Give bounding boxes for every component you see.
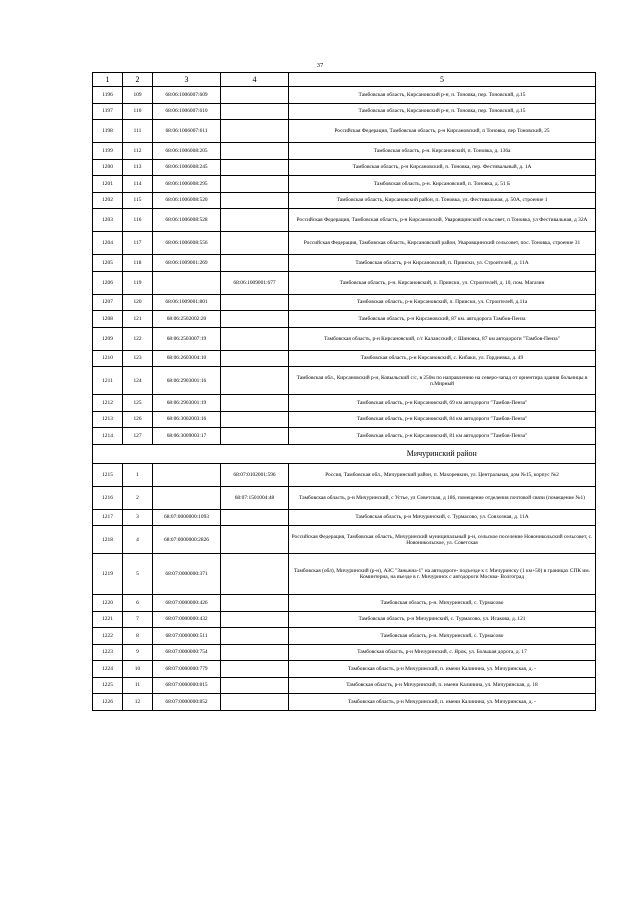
address-cell: Тамбовская область, р-н Мичуринский, п. имени Калинина, ул. Мичуринская, д. - [289, 694, 596, 711]
address-cell: Российская Федерация, Тамбовская область, Мичуринский муниципальный р-н, сельское поселение Новоникольский сельсовет, с. Новоникольское, ул. Советская [289, 526, 596, 554]
column-header: 1 [93, 73, 123, 87]
section-spacer [93, 444, 289, 463]
row-number-cell: 1223 [93, 644, 123, 661]
table-row [93, 595, 596, 612]
premises-number-cell [221, 327, 289, 350]
premises-number-cell: 68:07:1501004:48 [221, 486, 289, 509]
table-row [93, 350, 596, 367]
address-cell: Тамбовская область, р-н Мичуринский, п. имени Калинина, ул. Мичуринская, д. 18 [289, 677, 596, 694]
premises-number-cell [221, 103, 289, 120]
row-index-cell: 4 [123, 526, 153, 554]
premises-number-cell [221, 411, 289, 428]
row-number-cell: 1208 [93, 311, 123, 328]
row-index-cell: 12 [123, 694, 153, 711]
row-index-cell: 123 [123, 350, 153, 367]
register-table [92, 72, 596, 711]
address-cell: Тамбовская обл., Кирсановский р-н, Ковыльский с/с, в 250м по направлению на северо-запад от ориентира здания больницы в п.Мирный [289, 367, 596, 395]
cadastral-number-cell: 68:06:1006007:610 [153, 103, 221, 120]
cadastral-number-cell: 68:07:0000000:426 [153, 595, 221, 612]
row-index-cell: 7 [123, 611, 153, 628]
address-cell: Тамбовская область, р-н. Кирсановский, п. Прииски, ул. Строителей, д. 10, пом. Магазин [289, 271, 596, 294]
cadastral-number-cell: 68:06:1006007:611 [153, 120, 221, 143]
section-title: Мичуринский район [289, 444, 596, 463]
premises-number-cell [221, 232, 289, 255]
cadastral-number-cell: 68:06:1006007:609 [153, 87, 221, 104]
table-row [93, 486, 596, 509]
premises-number-cell [221, 255, 289, 272]
premises-number-cell [221, 611, 289, 628]
row-index-cell: 126 [123, 411, 153, 428]
row-index-cell: 122 [123, 327, 153, 350]
table-row [93, 271, 596, 294]
cadastral-number-cell: 68:06:2603004:10 [153, 350, 221, 367]
row-number-cell: 1207 [93, 294, 123, 311]
address-cell: Тамбовская область, р-н Мичуринский, п. имени Калинина, ул. Мичуринская, д. - [289, 661, 596, 678]
cadastral-number-cell: 68:06:1006008:528 [153, 209, 221, 232]
address-cell: Российская Федерация, Тамбовская область, р-н Кирсановский, Уваровщинский сельсовет, п Тоновка, ул Фестивальная, д 32А [289, 209, 596, 232]
premises-number-cell [221, 87, 289, 104]
row-number-cell: 1199 [93, 143, 123, 160]
address-cell: Российская Федерация, Тамбовская область, р-н Кирсановский, п Тоновка, пер Тоновский, 25 [289, 120, 596, 143]
premises-number-cell [221, 628, 289, 645]
row-number-cell: 1222 [93, 628, 123, 645]
table-row [93, 192, 596, 209]
cadastral-number-cell [153, 463, 221, 486]
address-cell: Тамбовская область, р-н Мичуринский, с. Турмасово, ул. Совхозная, д. 11А [289, 509, 596, 526]
address-cell: Тамбовская область, р-н. Мичуринский, с. Турмасово [289, 595, 596, 612]
premises-number-cell [221, 311, 289, 328]
address-cell: Тамбовская область, р-н Кирсановский, с/с Калаисский, с Шиновка, 87 км автодороги "Тамбов-Пенза" [289, 327, 596, 350]
row-index-cell: 113 [123, 159, 153, 176]
row-number-cell: 1221 [93, 611, 123, 628]
row-index-cell: 3 [123, 509, 153, 526]
row-number-cell: 1196 [93, 87, 123, 104]
table-row [93, 327, 596, 350]
cadastral-number-cell: 68:06:1009001:801 [153, 294, 221, 311]
premises-number-cell: 68:07:0102001:596 [221, 463, 289, 486]
row-number-cell: 1202 [93, 192, 123, 209]
premises-number-cell [221, 192, 289, 209]
cadastral-number-cell: 68:07:0000000:779 [153, 661, 221, 678]
row-index-cell: 5 [123, 554, 153, 595]
cadastral-number-cell: 68:06:1006008:245 [153, 159, 221, 176]
cadastral-number-cell: 68:06:1009001:269 [153, 255, 221, 272]
row-number-cell: 1204 [93, 232, 123, 255]
address-cell: Тамбовская область, р-н Мичуринский, с. Ярок, ул. Большая дорога, д. 17 [289, 644, 596, 661]
row-number-cell: 1219 [93, 554, 123, 595]
row-number-cell: 1214 [93, 428, 123, 445]
cadastral-number-cell: 68:07:0000000:511 [153, 628, 221, 645]
row-number-cell: 1217 [93, 509, 123, 526]
table-row [93, 694, 596, 711]
address-cell: Тамбовская область, р-н Кирсановский, с. Кибаки, ул. Гордиевка, д. 49 [289, 350, 596, 367]
address-cell: Тамбовская область, р-н Кирсановский, 84 км автодороги "Тамбов-Пенза" [289, 411, 596, 428]
row-index-cell: 118 [123, 255, 153, 272]
column-header: 3 [153, 73, 221, 87]
premises-number-cell [221, 554, 289, 595]
address-cell: Тамбовская область, р-н Кирсановский, п. Тоновка, пер. Фестивальный, д. 1А [289, 159, 596, 176]
address-cell: Тамбовская область, р-н Кирсановский, п. Прииски, ул. Строителей, д. 11А [289, 255, 596, 272]
table-row [93, 661, 596, 678]
table-row [93, 463, 596, 486]
address-cell: Тамбовская область, р-н. Кирсановский, п. Тоновка, д. 51 Б [289, 176, 596, 193]
table-row [93, 628, 596, 645]
table-row [93, 411, 596, 428]
row-number-cell: 1212 [93, 395, 123, 412]
address-cell: Тамбовская область, Кирсановский район, п. Тоновка, ул. Фестивальная, д. 50А, строение 1 [289, 192, 596, 209]
row-index-cell: 120 [123, 294, 153, 311]
premises-number-cell [221, 694, 289, 711]
table-row [93, 232, 596, 255]
row-number-cell: 1210 [93, 350, 123, 367]
table-row [93, 428, 596, 445]
table-row [93, 103, 596, 120]
row-number-cell: 1209 [93, 327, 123, 350]
address-cell: Тамбовская область, Кирсановский р-н, п. Тоновка, пер. Тоновский, д.15 [289, 87, 596, 104]
cadastral-number-cell: 68:07:0000000:371 [153, 554, 221, 595]
row-number-cell: 1201 [93, 176, 123, 193]
address-cell: Тамбовская область, Кирсановский р-н, п. Тоновка, пер. Тоновский, д.15 [289, 103, 596, 120]
column-header: 4 [221, 73, 289, 87]
cadastral-number-cell: 68:06:3002003:16 [153, 411, 221, 428]
row-index-cell: 124 [123, 367, 153, 395]
address-cell: Тамбовская область, р-н Кирсановский, п. Прииски, ул. Строителей, д.11а [289, 294, 596, 311]
address-cell: Россия, Тамбовская обл., Мичуринский район, п. Махоревкин, ул. Центральная, дом №15, корпус №2 [289, 463, 596, 486]
table-row [93, 209, 596, 232]
cadastral-number-cell: 68:06:1006008:556 [153, 232, 221, 255]
address-cell: Тамбовская (обл), Мичуринский (р-н), АЗС "Заньжна-1" на автодороге- подъезде к г. Мичуринску (1 км+50) в границах СПК им. Коминтерна, на въезде в г. Мичуринск с автодороги Москва- Волгоград [289, 554, 596, 595]
premises-number-cell [221, 159, 289, 176]
address-cell: Тамбовская область, р-н Мичуринский, с. Турмасово, ул. Исакова, д. 121 [289, 611, 596, 628]
table-row [93, 311, 596, 328]
table-row [93, 367, 596, 395]
cadastral-number-cell: 68:07:0000000:754 [153, 644, 221, 661]
cadastral-number-cell: 68:06:2502002:20 [153, 311, 221, 328]
row-number-cell: 1206 [93, 271, 123, 294]
premises-number-cell [221, 294, 289, 311]
premises-number-cell [221, 143, 289, 160]
cadastral-number-cell: 68:06:1006008:295 [153, 176, 221, 193]
row-index-cell: 119 [123, 271, 153, 294]
row-index-cell: 11 [123, 677, 153, 694]
table-row [93, 255, 596, 272]
page-number: 37 [316, 62, 324, 69]
row-number-cell: 1225 [93, 677, 123, 694]
premises-number-cell [221, 428, 289, 445]
premises-number-cell [221, 509, 289, 526]
column-header: 5 [289, 73, 596, 87]
header-row [93, 73, 596, 87]
table-row [93, 120, 596, 143]
cadastral-number-cell: 68:06:1006008:520 [153, 192, 221, 209]
row-number-cell: 1205 [93, 255, 123, 272]
premises-number-cell [221, 644, 289, 661]
row-index-cell: 127 [123, 428, 153, 445]
section-row [93, 444, 596, 463]
table-row [93, 611, 596, 628]
premises-number-cell [221, 526, 289, 554]
row-index-cell: 9 [123, 644, 153, 661]
table-row [93, 159, 596, 176]
cadastral-number-cell: 68:07:0000000:815 [153, 677, 221, 694]
table-row [93, 87, 596, 104]
row-number-cell: 1200 [93, 159, 123, 176]
table-row [93, 554, 596, 595]
table-row [93, 395, 596, 412]
cadastral-number-cell: 68:07:0000000:1093 [153, 509, 221, 526]
address-cell: Тамбовская область, р-н Кирсановский, 81 км автодороги "Тамбов-Пенза" [289, 428, 596, 445]
premises-number-cell [221, 176, 289, 193]
cadastral-number-cell: 68:06:2503007:19 [153, 327, 221, 350]
row-index-cell: 6 [123, 595, 153, 612]
row-number-cell: 1198 [93, 120, 123, 143]
address-cell: Российская Федерация, Тамбовская область, Кирсановский район, Уваровщинский сельсовет, пос. Тоновка, строение 31 [289, 232, 596, 255]
row-number-cell: 1211 [93, 367, 123, 395]
cadastral-number-cell [153, 486, 221, 509]
premises-number-cell [221, 661, 289, 678]
row-number-cell: 1213 [93, 411, 123, 428]
row-index-cell: 114 [123, 176, 153, 193]
row-number-cell: 1216 [93, 486, 123, 509]
row-index-cell: 117 [123, 232, 153, 255]
cadastral-number-cell: 68:06:2903001:19 [153, 395, 221, 412]
cadastral-number-cell: 68:07:0000000:432 [153, 611, 221, 628]
row-number-cell: 1220 [93, 595, 123, 612]
premises-number-cell [221, 367, 289, 395]
address-cell: Тамбовская область, р-н Кирсановский, 69 км автодороги "Тамбов-Пенза" [289, 395, 596, 412]
cadastral-number-cell: 68:06:3009003:17 [153, 428, 221, 445]
row-index-cell: 116 [123, 209, 153, 232]
row-index-cell: 112 [123, 143, 153, 160]
table-row [93, 677, 596, 694]
cadastral-number-cell: 68:06:2903001:16 [153, 367, 221, 395]
table-row [93, 509, 596, 526]
premises-number-cell [221, 209, 289, 232]
address-cell: Тамбовская область, р-н Кирсановский, 87 км. автодорога Тамбов-Пенза [289, 311, 596, 328]
address-cell: Тамбовская область, р-н. Кирсановский, п. Тоновка, д. 136а [289, 143, 596, 160]
row-number-cell: 1203 [93, 209, 123, 232]
row-index-cell: 1 [123, 463, 153, 486]
row-number-cell: 1218 [93, 526, 123, 554]
row-index-cell: 111 [123, 120, 153, 143]
premises-number-cell [221, 595, 289, 612]
column-header: 2 [123, 73, 153, 87]
premises-number-cell [221, 395, 289, 412]
address-cell: Тамбовская область, р-н. Мичуринский, с. Турмасово [289, 628, 596, 645]
cadastral-number-cell: 68:07:0000000:2826 [153, 526, 221, 554]
table-row [93, 526, 596, 554]
premises-number-cell [221, 350, 289, 367]
table-row [93, 176, 596, 193]
table-row [93, 294, 596, 311]
cadastral-number-cell: 68:07:0000000:852 [153, 694, 221, 711]
address-cell: Тамбовская область, р-н Мичуринский, с Устье, ул Советская, д 186, помещение отделения почтовой связи (помещение №1) [289, 486, 596, 509]
row-number-cell: 1226 [93, 694, 123, 711]
row-index-cell: 110 [123, 103, 153, 120]
row-index-cell: 125 [123, 395, 153, 412]
row-index-cell: 2 [123, 486, 153, 509]
premises-number-cell [221, 120, 289, 143]
table-row [93, 143, 596, 160]
row-number-cell: 1224 [93, 661, 123, 678]
premises-number-cell [221, 677, 289, 694]
cadastral-number-cell [153, 271, 221, 294]
cadastral-number-cell: 68:06:1006008:205 [153, 143, 221, 160]
row-index-cell: 10 [123, 661, 153, 678]
row-number-cell: 1197 [93, 103, 123, 120]
row-index-cell: 121 [123, 311, 153, 328]
row-index-cell: 115 [123, 192, 153, 209]
row-index-cell: 8 [123, 628, 153, 645]
row-number-cell: 1215 [93, 463, 123, 486]
table-row [93, 644, 596, 661]
premises-number-cell: 68:06:1009001:677 [221, 271, 289, 294]
row-index-cell: 109 [123, 87, 153, 104]
